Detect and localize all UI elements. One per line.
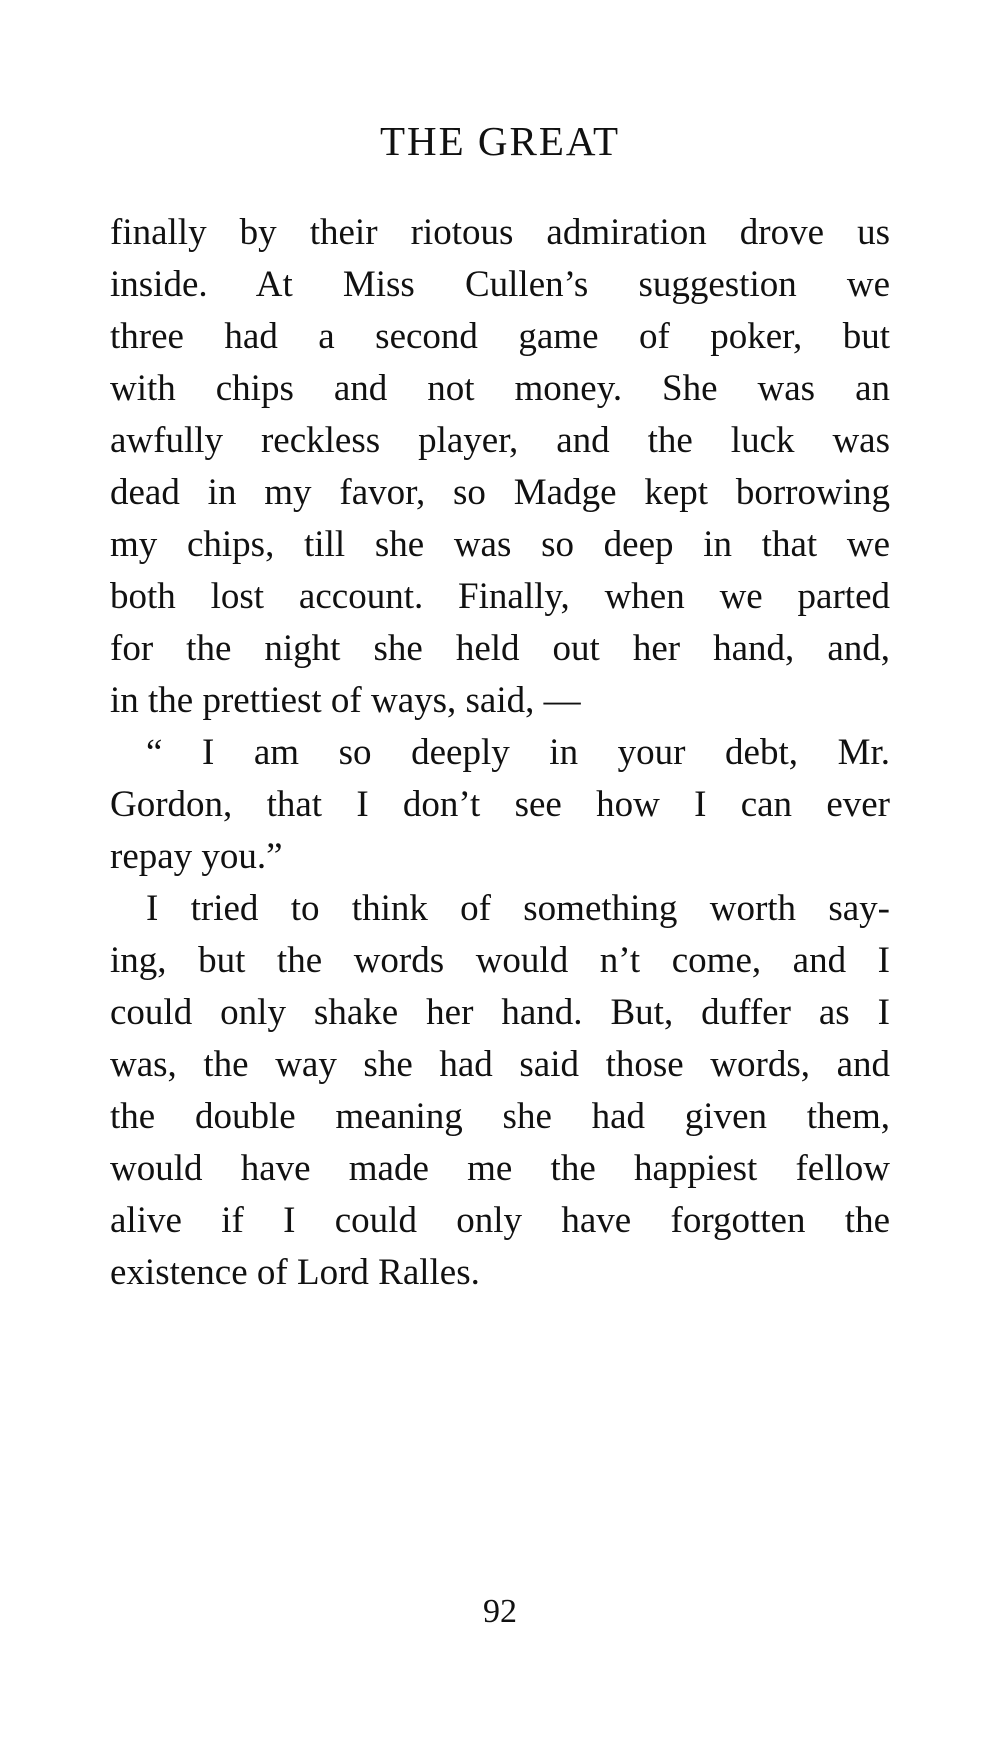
paragraph-1 — [110, 207, 890, 727]
text-line: both lost account. Finally, when we parted — [110, 576, 890, 617]
text-line: could only shake her hand. But, duffer as I — [110, 992, 890, 1033]
text-line: existence of Lord Ralles. — [110, 1252, 480, 1293]
text-line: repay you.” — [110, 836, 283, 877]
page-number: 92 — [483, 1593, 517, 1630]
text-line: for the night she held out her hand, and, — [110, 628, 890, 669]
text-line: Gordon, that I don’t see how I can ever — [110, 784, 890, 825]
paragraph-2 — [110, 727, 890, 883]
running-head: THE GREAT — [379, 118, 621, 164]
text-line: in the prettiest of ways, said, — — [110, 680, 581, 721]
text-line: was, the way she had said those words, and — [110, 1044, 890, 1085]
text-line: ing, but the words would n’t come, and I — [110, 940, 890, 981]
text-line: I tried to think of something worth say- — [146, 888, 890, 929]
body-text — [110, 207, 890, 1299]
text-line: three had a second game of poker, but — [110, 316, 890, 357]
text-line: my chips, till she was so deep in that we — [110, 524, 890, 565]
text-line: dead in my favor, so Madge kept borrowing — [110, 472, 890, 513]
text-line: alive if I could only have forgotten the — [110, 1200, 890, 1241]
text-line: the double meaning she had given them, — [110, 1096, 890, 1137]
paragraph-3 — [110, 883, 890, 1299]
text-line: inside. At Miss Cullen’s suggestion we — [110, 264, 890, 305]
text-line: with chips and not money. She was an — [110, 368, 890, 409]
text-line: would have made me the happiest fellow — [110, 1148, 890, 1189]
text-line: “ I am so deeply in your debt, Mr. — [146, 732, 890, 773]
text-line: awfully reckless player, and the luck was — [110, 420, 890, 461]
text-line: finally by their riotous admiration drove us — [110, 212, 890, 253]
